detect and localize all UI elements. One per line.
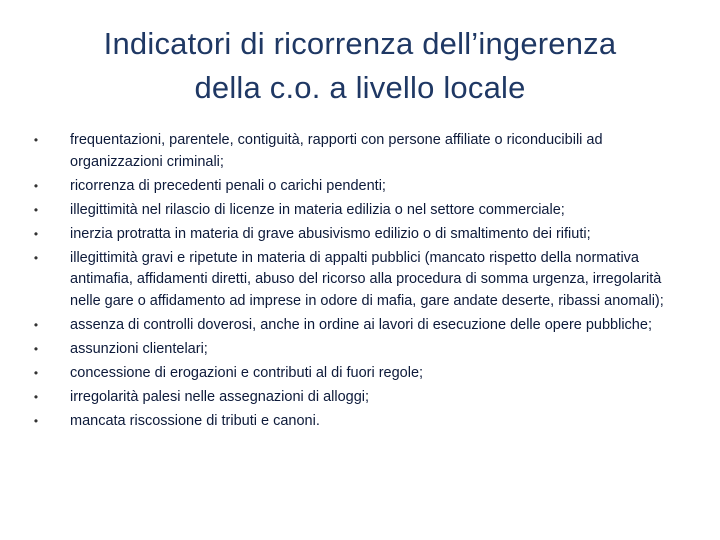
list-item-text: concessione di erogazioni e contributi al di fuori regole; bbox=[70, 364, 424, 381]
list-item-text: mancata riscossione di tributi e canoni. bbox=[70, 412, 320, 429]
list-item bbox=[30, 176, 690, 198]
bullet-icon: • bbox=[33, 250, 39, 265]
list-item bbox=[30, 411, 690, 433]
list-item-text: assenza di controlli doverosi, anche in ordine ai lavori di esecuzione delle opere pubbliche; bbox=[70, 316, 652, 333]
list-item bbox=[30, 200, 690, 222]
list-item-text: ricorrenza di precedenti penali o carichi pendenti; bbox=[70, 177, 386, 194]
bullet-icon: • bbox=[33, 389, 39, 404]
list-item bbox=[30, 387, 690, 409]
list-item-text: frequentazioni, parentele, contiguità, rapporti con persone affiliate o riconducibili ad organizzazioni criminali; bbox=[70, 132, 603, 170]
list-item bbox=[30, 339, 690, 361]
list-item bbox=[30, 224, 690, 246]
bullet-icon: • bbox=[33, 365, 39, 380]
list-item-text: illegittimità gravi e ripetute in materia di appalti pubblici (mancato rispetto della normativa antimafia, affidamenti diretti, abuso del ricorso alla procedura di somma urgenza, irregolarità nelle gare o affidamento ad imprese in odore di mafia, gare andate deserte, ribassi anomali); bbox=[70, 249, 664, 309]
list-item-text: inerzia protratta in materia di grave abusivismo edilizio o di smaltimento dei rifiuti; bbox=[70, 225, 591, 242]
bullet-list bbox=[30, 130, 690, 435]
bullet-icon: • bbox=[33, 202, 39, 217]
bullet-icon: • bbox=[33, 413, 39, 428]
list-item bbox=[30, 315, 690, 337]
slide-title-line-2: della c.o. a livello locale bbox=[194, 70, 526, 105]
list-item bbox=[30, 363, 690, 385]
bullet-icon: • bbox=[33, 178, 39, 193]
slide-title bbox=[36, 22, 684, 110]
bullet-icon: • bbox=[33, 226, 39, 241]
list-item-text: assunzioni clientelari; bbox=[70, 340, 208, 357]
bullet-icon: • bbox=[33, 341, 39, 356]
list-item bbox=[30, 248, 690, 313]
bullet-icon: • bbox=[33, 133, 39, 147]
bullet-icon: • bbox=[33, 317, 39, 332]
list-item-text: irregolarità palesi nelle assegnazioni di alloggi; bbox=[70, 388, 370, 405]
slide-title-line-1: Indicatori di ricorrenza dell’ingerenza bbox=[103, 26, 617, 61]
list-item bbox=[30, 130, 690, 173]
list-item-text: illegittimità nel rilascio di licenze in materia edilizia o nel settore commerciale; bbox=[70, 201, 565, 218]
